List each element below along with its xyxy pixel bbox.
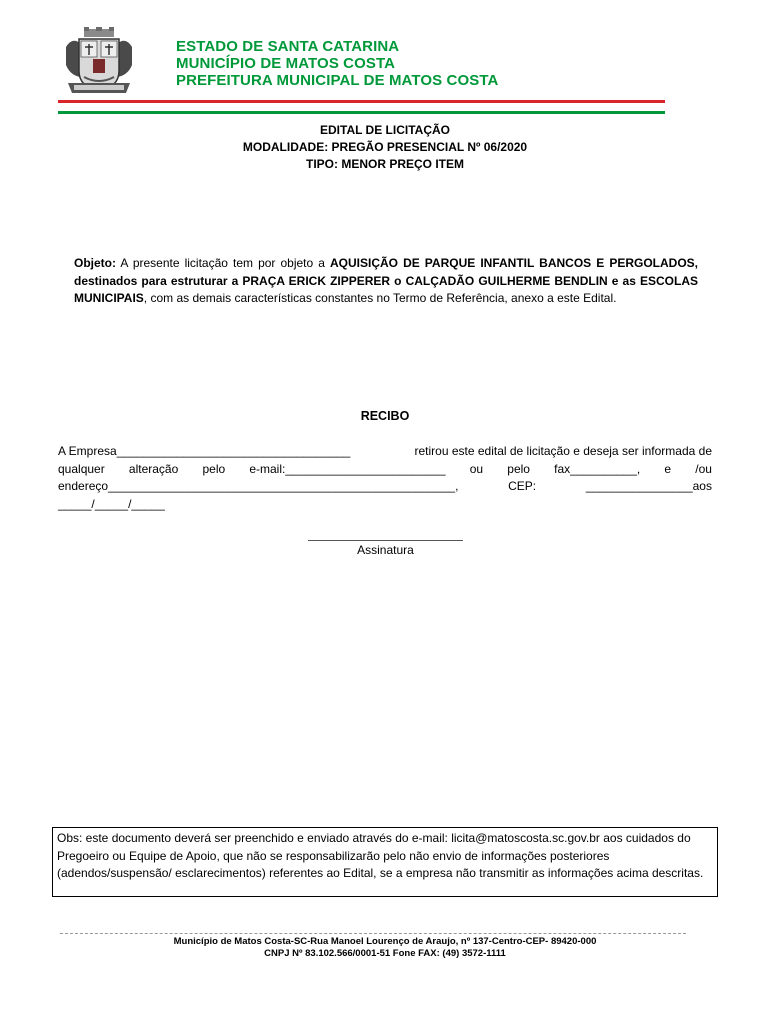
recibo-word: pelo: [507, 461, 530, 476]
recibo-fax-field: fax__________,: [554, 461, 641, 476]
recibo-word: /ou: [695, 461, 712, 476]
recibo-body: [58, 443, 712, 513]
recibo-date-field: _____/_____/_____: [58, 496, 165, 511]
recibo-endereco-field: endereço____________________________________________________,: [58, 479, 459, 493]
obs-box: [52, 827, 718, 897]
signature-label: Assinatura: [357, 543, 414, 557]
header-municipality: MUNICÍPIO DE MATOS COSTA: [176, 55, 396, 72]
edital-title: EDITAL DE LICITAÇÃO: [320, 123, 450, 137]
recibo-cep-field: ________________aos: [585, 479, 712, 493]
municipal-coat-of-arms-icon: [62, 27, 136, 97]
obs-text: Obs: este documento deverá ser preenchido e enviado através do e-mail: licita@matoscosta.sc.gov.br aos cuidados do Pregoeiro ou Equipe de Apoio, que não se responsabilizarão pelo não envio de informações posteriores (adendos/suspensão/ esclarecimentos) referentes ao Edital, se a empresa não transmitir as informações acima descritas.: [57, 831, 704, 880]
recibo-row-2: [58, 461, 712, 479]
header-rule-green: [58, 111, 665, 114]
recibo-word: e: [664, 461, 672, 476]
footer-rule: [60, 933, 686, 934]
objeto-paragraph: [74, 255, 698, 308]
recibo-word: ou: [469, 461, 484, 476]
recibo-word: qualquer: [58, 461, 105, 476]
recibo-empresa-field: A Empresa___________________________________: [58, 444, 351, 458]
header-prefecture: PREFEITURA MUNICIPAL DE MATOS COSTA: [176, 72, 499, 89]
footer-address: Município de Matos Costa-SC-Rua Manoel Lourenço de Araujo, nº 137-Centro-CEP- 89420-000: [173, 936, 597, 947]
recibo-cep-label: CEP:: [508, 479, 537, 493]
objeto-label: Objeto:: [74, 256, 116, 270]
recibo-title: RECIBO: [360, 409, 410, 423]
header-state: ESTADO DE SANTA CATARINA: [176, 38, 400, 55]
footer-contact: CNPJ Nº 83.102.566/0001-51 Fone FAX: (49) 3572-1111: [264, 948, 506, 959]
header-rule-red: [58, 100, 665, 103]
recibo-word: alteração: [128, 461, 179, 476]
recibo-row-1: [58, 443, 712, 461]
objeto-text-2: , com as demais características constantes no Termo de Referência, anexo a este Edital.: [143, 291, 617, 305]
recibo-email-field: e-mail:________________________: [249, 461, 446, 476]
objeto-bold-text: AQUISIÇÃO DE PARQUE INFANTIL BANCOS E PERGOLADOS, destinados para estruturar a PRAÇA ERICK ZIPPERER o CALÇADÃO GUILHERME BENDLIN e as ESCOLAS MUNICIPAIS: [74, 256, 698, 305]
objeto-text-1: A presente licitação tem por objeto a: [116, 256, 330, 270]
recibo-row1-text: retirou este edital de licitação e deseja ser informada de: [414, 444, 712, 458]
recibo-word: pelo: [202, 461, 226, 476]
tipo-line: TIPO: MENOR PREÇO ITEM: [305, 157, 464, 171]
modalidade-line: MODALIDADE: PREGÃO PRESENCIAL Nº 06/2020: [242, 140, 528, 154]
signature-line: [308, 540, 463, 541]
recibo-row-3: [58, 478, 712, 496]
